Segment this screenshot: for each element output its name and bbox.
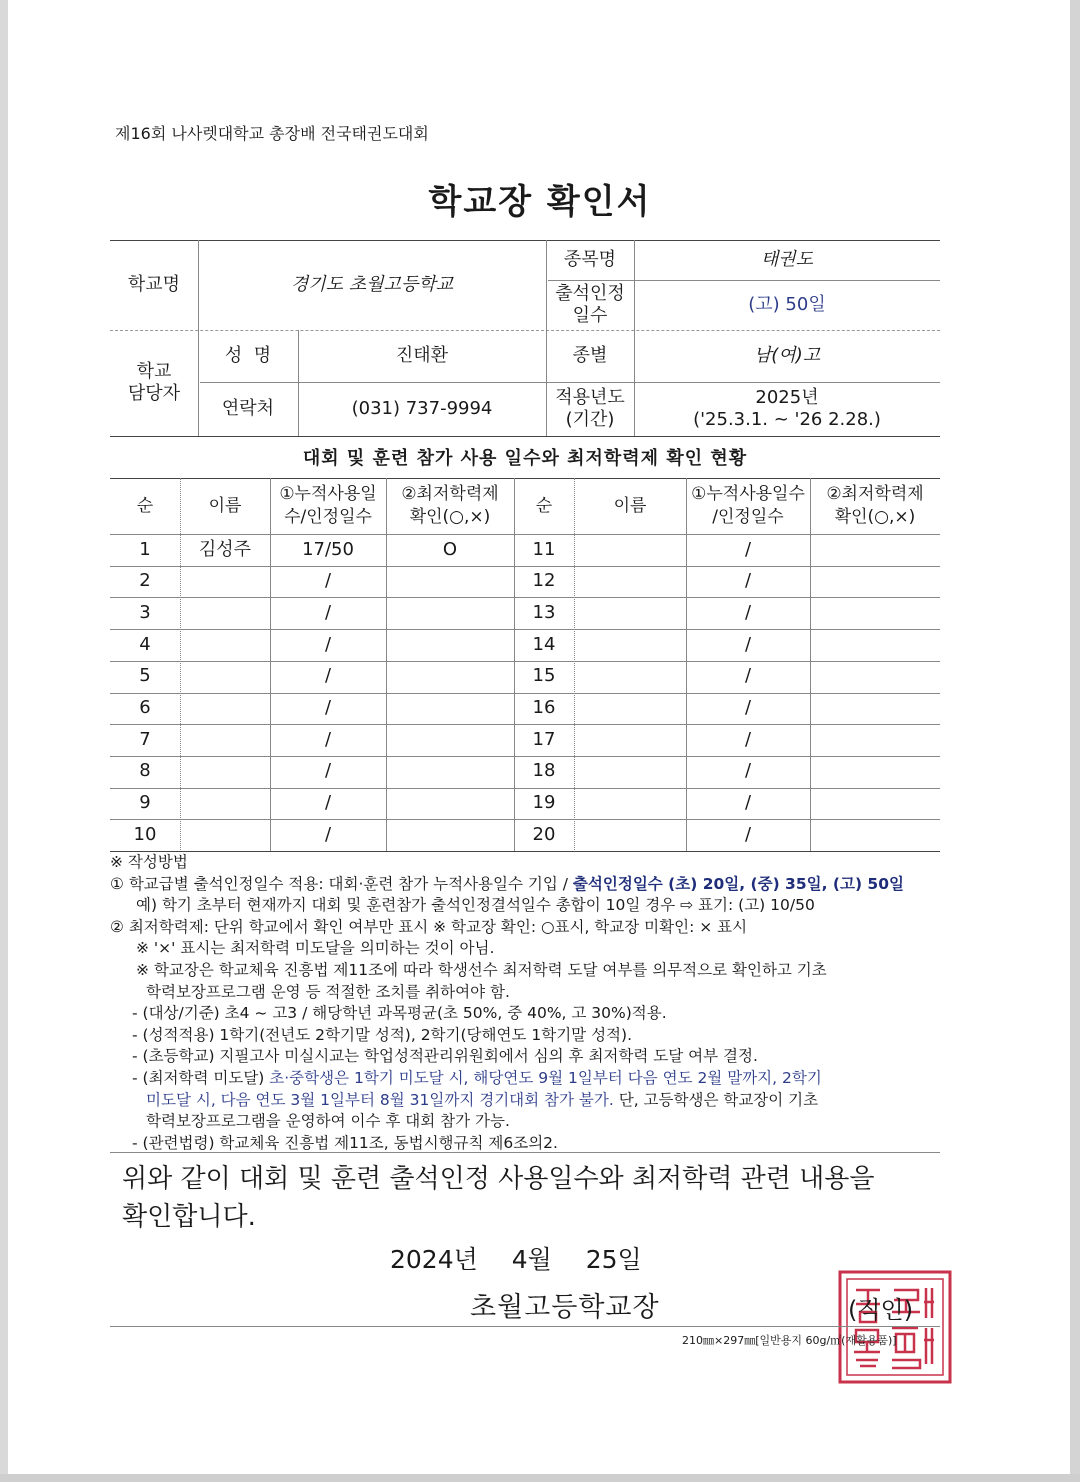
sport-label: 종목명 [563, 248, 617, 270]
instructions [110, 852, 940, 1154]
col-header-days-right-line1: ①누적사용일수 [691, 484, 805, 505]
table-cell-days-l: / [324, 601, 332, 623]
col-header-no-right: 순 [535, 495, 553, 516]
detail-elementary: - (초등학교) 지필고사 미실시교는 학업성적관리위원회에서 심의 후 최저학력 도달 여부 결정. [132, 1047, 758, 1066]
table-cell-days-r: / [744, 601, 752, 623]
table-cell-days-r: / [744, 697, 752, 719]
table-cell-days-l: / [324, 697, 332, 719]
confirmation-statement [122, 1160, 942, 1236]
table-cell-no-l: 6 [139, 697, 151, 719]
col-header-days-left-line1: ①누적사용일 [279, 484, 377, 505]
table-cell-name-l [180, 756, 270, 788]
name-value: 진태환 [395, 344, 449, 366]
table-cell-min-l [386, 629, 514, 661]
table-cell-min-r [810, 661, 940, 693]
table-cell-name-l [180, 788, 270, 820]
table-cell-min-r [810, 724, 940, 756]
staff-label-line2: 담당자 [127, 383, 181, 404]
table-cell-name-l: 김성주 [198, 538, 252, 560]
table-cell-name-l [180, 566, 270, 598]
note-1 [110, 874, 940, 896]
table-cell-name-l [180, 597, 270, 629]
table-cell-days-r: / [744, 823, 752, 845]
table-cell-min-l [386, 566, 514, 598]
col-header-min-left [386, 478, 514, 534]
table-cell-name-r [574, 756, 686, 788]
table-cell-no-l: 4 [139, 633, 151, 655]
paper-spec: 210㎜×297㎜[일반용지 60g/㎡(재활용품)] [682, 1334, 897, 1347]
confirmation-line2: 확인합니다. [122, 1202, 256, 1232]
table-cell-no-r: 19 [532, 792, 556, 814]
detail-minimum-3: 학력보장프로그램을 운영하여 이수 후 대회 참가 가능. [146, 1112, 510, 1131]
table-cell-days-r: / [744, 728, 752, 750]
table-cell-no-l: 8 [139, 760, 151, 782]
table-cell-no-l: 1 [139, 538, 151, 560]
table-cell-days-l: / [324, 633, 332, 655]
col-header-min-right-line1: ②최저학력제 [826, 484, 924, 505]
detail-grades: - (성적적용) 1학기(전년도 2학기말 성적), 2학기(당해연도 1학기말 성적). [132, 1025, 632, 1044]
col-header-days-right [686, 478, 810, 534]
table-cell-min-r [810, 629, 940, 661]
table-cell-days-r: / [744, 633, 752, 655]
staff-label-line1: 학교 [136, 360, 172, 382]
note-1-text: ① 학교급별 출석인정일수 적용: 대회·훈련 참가 누적사용일수 기입 / [110, 874, 573, 893]
table-cell-days-r: / [744, 570, 752, 592]
col-header-min-right-line2: 확인(○,×) [834, 507, 916, 527]
detail-minimum-text: 초·중학생은 1학기 미도달 시, 해당연도 9월 1일부터 다음 연도 2월 말까지, 2학기 [269, 1068, 822, 1087]
table-cell-min-l [386, 597, 514, 629]
table-cell-name-l [180, 661, 270, 693]
table-cell-days-r: / [744, 760, 752, 782]
table-cell-days-r: / [744, 792, 752, 814]
year-label-line1: 적용년도 [555, 386, 625, 408]
table-cell-name-r [574, 629, 686, 661]
table-cell-no-r: 18 [532, 760, 556, 782]
table-cell-min-r [810, 788, 940, 820]
table-cell-days-l: / [324, 728, 332, 750]
table-cell-no-r: 14 [532, 633, 556, 655]
confirmation-line1: 위와 같이 대회 및 훈련 출석인정 사용일수와 최저학력 관련 내용을 [122, 1164, 875, 1194]
table-cell-min-l [386, 724, 514, 756]
note-2-b1: ※ 학교장은 학교체육 진흥법 제11조에 따라 학생선수 최저학력 도달 여부를 의무적으로 확인하고 기초 [136, 960, 827, 979]
table-cell-min-r [810, 566, 940, 598]
table-cell-name-l [180, 724, 270, 756]
contact-value: (031) 737-9994 [351, 397, 493, 419]
note-1-highlight: 출석인정일수 (초) 20일, (중) 35일, (고) 50일 [572, 874, 904, 893]
attendance-label-line1: 출석인정 [555, 282, 625, 304]
table-cell-min-l [386, 756, 514, 788]
table-cell-no-r: 13 [532, 601, 556, 623]
table-cell-name-l [180, 629, 270, 661]
table-cell-days-l: / [324, 792, 332, 814]
table-cell-days-l: / [324, 823, 332, 845]
instructions-heading: ※ 작성방법 [110, 853, 188, 871]
table-cell-min-r [810, 534, 940, 566]
table-cell-min-l [386, 788, 514, 820]
detail-minimum-2 [110, 1090, 940, 1112]
table-cell-days-l: / [324, 760, 332, 782]
table-cell-min-l: O [442, 538, 458, 560]
col-header-min-left-line1: ②최저학력제 [401, 484, 499, 505]
detail-minimum-text-3: 단, 고등학생은 학교장이 기초 [613, 1090, 819, 1109]
name-label: 성 명 [224, 344, 272, 366]
table-section-title: 대회 및 훈련 참가 사용 일수와 최저학력제 확인 현황 [302, 447, 748, 469]
table-cell-no-l: 5 [139, 665, 151, 687]
detail-laws: - (관련법령) 학교체육 진흥법 제11조, 동법시행규칙 제6조의2. [132, 1133, 558, 1152]
table-cell-name-r [574, 661, 686, 693]
year-label [546, 382, 634, 436]
note-2-a: ※ '×' 표시는 최저학력 미도달을 의미하는 것이 아님. [136, 939, 495, 958]
table-cell-name-r [574, 597, 686, 629]
official-seal-icon [836, 1268, 954, 1386]
document-title: 학교장 확인서 [428, 182, 652, 222]
staff-label [110, 330, 198, 436]
table-cell-name-r [574, 819, 686, 851]
col-header-min-left-line2: 확인(○,×) [409, 507, 491, 527]
table-cell-name-l [180, 693, 270, 725]
col-header-days-left-line2: 수/인정일수 [284, 507, 372, 527]
sport-value: 태권도 [760, 248, 814, 270]
table-cell-min-r [810, 756, 940, 788]
col-header-days-left [270, 478, 386, 534]
detail-minimum [110, 1068, 940, 1090]
seal-mark-label: (직인) [848, 1296, 914, 1324]
table-cell-min-l [386, 693, 514, 725]
col-header-min-right [810, 478, 940, 534]
table-cell-days-l: / [324, 665, 332, 687]
table-cell-name-r [574, 788, 686, 820]
issue-date: 2024년 4월 25일 [390, 1245, 642, 1274]
footer-line [110, 1326, 940, 1327]
year-value-line2: ('25.3.1. ~ '26 2.28.) [693, 409, 881, 430]
table-cell-no-l: 7 [139, 728, 151, 750]
detail-minimum-label: - (최저학력 미도달) [132, 1068, 270, 1087]
table-cell-no-l: 2 [139, 570, 151, 592]
table-cell-days-r: / [744, 665, 752, 687]
year-label-line2: (기간) [565, 409, 615, 430]
note-2: ② 최저학력제: 단위 학교에서 확인 여부만 표시 ※ 학교장 확인: ○표시, 학교장 미확인: × 표시 [110, 917, 748, 936]
table-cell-days-r: / [744, 538, 752, 560]
table-cell-min-r [810, 693, 940, 725]
table-cell-no-l: 10 [133, 823, 157, 845]
col-header-name-left: 이름 [208, 495, 242, 516]
event-title: 제16회 나사렛대학교 총장배 전국태권도대회 [115, 124, 429, 143]
contact-label: 연락처 [221, 397, 275, 419]
signer-title: 초월고등학교장 [470, 1292, 660, 1323]
page-edge-bottom [0, 1474, 1080, 1482]
note-2-b2: 학력보장프로그램 운영 등 적절한 조치를 취하여야 함. [146, 982, 510, 1001]
table-cell-days-l: / [324, 570, 332, 592]
table-cell-name-r [574, 566, 686, 598]
attendance-value: (고) 50일 [748, 293, 826, 315]
table-cell-no-r: 11 [532, 538, 556, 560]
col-header-name-right: 이름 [613, 495, 647, 516]
table-cell-no-r: 16 [532, 697, 556, 719]
year-value [634, 382, 940, 436]
table-cell-no-r: 15 [532, 665, 556, 687]
col-header-days-right-line2: /인정일수 [712, 507, 784, 527]
attendance-label-line2: 일수 [572, 305, 608, 326]
note-1-example: 예) 학기 초부터 현재까지 대회 및 훈련참가 출석인정결석일수 총합이 10일 경우 ⇨ 표기: (고) 10/50 [136, 896, 815, 915]
school-value: 경기도 초월고등학교 [290, 273, 454, 295]
table-cell-name-r [574, 534, 686, 566]
gender-label: 종별 [572, 344, 608, 366]
attendance-label [546, 280, 634, 330]
table-cell-name-l [180, 819, 270, 851]
table-cell-no-l: 3 [139, 601, 151, 623]
table-cell-min-r [810, 597, 940, 629]
table-cell-min-l [386, 819, 514, 851]
table-cell-min-r [810, 819, 940, 851]
notes-bottom-border [110, 1152, 940, 1153]
table-cell-no-r: 12 [532, 570, 556, 592]
col-header-no-left: 순 [136, 495, 154, 516]
table-cell-name-r [574, 724, 686, 756]
year-value-line1: 2025년 [755, 386, 819, 408]
school-label: 학교명 [127, 273, 181, 295]
table-cell-min-l [386, 661, 514, 693]
info-bottom-border [110, 436, 940, 437]
table-cell-name-r [574, 693, 686, 725]
table-cell-no-r: 17 [532, 728, 556, 750]
table-cell-no-r: 20 [532, 823, 556, 845]
table-cell-no-l: 9 [139, 792, 151, 814]
detail-target: - (대상/기준) 초4 ~ 고3 / 해당학년 과목평균(초 50%, 중 40%, 고 30%)적용. [132, 1004, 667, 1023]
table-cell-days-l: 17/50 [302, 538, 354, 560]
gender-value: 남(여)고 [753, 344, 821, 366]
detail-minimum-text-2: 미도달 시, 다음 연도 3월 1일부터 8월 31일까지 경기대회 참가 불가. [146, 1090, 614, 1109]
